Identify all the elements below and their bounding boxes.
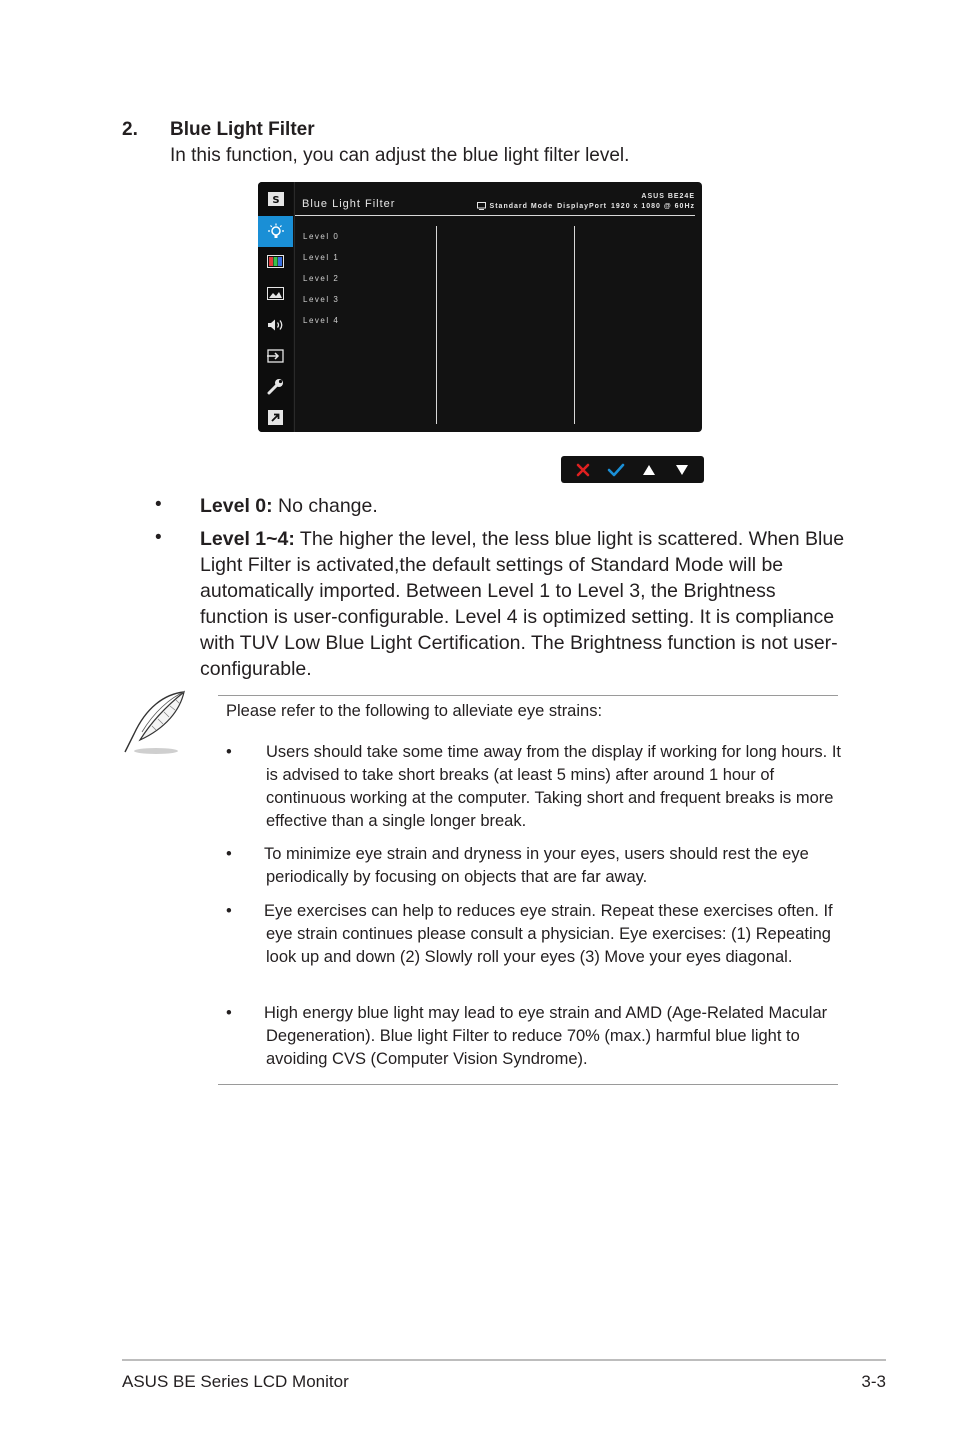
bullet-body: The higher the level, the less blue light is scattered. When Blue Light Filter is activated,the default settings of Standard Mode will be automatically imported. Between Level 1 to Level 3, the Brightness function is user-configurable. Level 4 is optimized setting. It is compliance with TUV Low Blue Light Certification. The Brightness function is not user-configurable. — [200, 528, 845, 680]
svg-text:S: S — [271, 194, 280, 206]
up-arrow-icon — [643, 465, 655, 475]
section-number: 2. — [122, 119, 138, 140]
monitor-icon — [477, 202, 486, 210]
close-button[interactable] — [571, 458, 595, 482]
close-icon — [576, 463, 590, 477]
note-item-text: Users should take some time away from the display if working for long hours. It is advised to take short breaks (at least 5 mins) after around 1 hour of continuous working at the computer. Taking short and frequent breaks is more effective than a single longer break. — [266, 743, 841, 830]
osd-title: Blue Light Filter — [302, 198, 396, 210]
osd-status-resolution: 1920 x 1080 @ 60Hz — [611, 202, 695, 210]
bullet-level-1-4 — [200, 526, 845, 682]
osd-nav-keys — [561, 456, 704, 483]
bullet-marker: • — [155, 494, 162, 515]
down-arrow-icon — [676, 465, 688, 475]
osd-sidebar — [258, 182, 293, 432]
confirm-button[interactable] — [604, 458, 628, 482]
note-bullet: • — [226, 743, 232, 761]
bullet-marker: • — [155, 527, 162, 548]
input-select-icon[interactable] — [258, 340, 293, 371]
sound-icon[interactable] — [258, 309, 293, 340]
osd-level-list — [303, 226, 339, 331]
splendid-icon[interactable] — [258, 183, 293, 214]
osd-item-level-0[interactable]: Level 0 — [303, 232, 340, 241]
note-item-text: High energy blue light may lead to eye strain and AMD (Age-Related Macular Degeneration). Blue light Filter to reduce 70% (max.) harmful blue light to avoiding CVS (Computer Vision Syndrome). — [264, 1004, 828, 1068]
note-bottom-rule — [218, 1084, 838, 1085]
shortcut-icon[interactable] — [258, 402, 293, 432]
note-intro: Please refer to the following to alleviate eye strains: — [226, 702, 603, 720]
osd-model-name: ASUS BE24E — [641, 193, 695, 200]
osd-menu-screenshot — [258, 182, 702, 432]
note-bullet: • — [226, 1004, 232, 1022]
osd-item-level-1[interactable]: Level 1 — [303, 253, 340, 262]
osd-status-input: DisplayPort — [557, 202, 608, 210]
note-bullet: • — [226, 902, 232, 920]
check-icon — [607, 463, 625, 477]
up-button[interactable] — [637, 458, 661, 482]
note-item-text: Eye exercises can help to reduces eye strain. Repeat these exercises often. If eye strain continues please consult a physician. Eye exercises: (1) Repeating look up and down (2) Slowly roll your eyes (3) Move your eyes diagonal. — [264, 902, 833, 966]
note-top-rule — [218, 695, 838, 696]
footer-rule — [122, 1359, 886, 1361]
section-title: Blue Light Filter — [170, 119, 315, 140]
note-bullet: • — [226, 845, 232, 863]
note-item-text: To minimize eye strain and dryness in your eyes, users should rest the eye periodically by focusing on objects that are far away. — [264, 845, 809, 886]
color-icon[interactable] — [258, 246, 293, 277]
image-icon[interactable] — [258, 278, 293, 309]
bullet-label: Level 0: — [200, 495, 273, 517]
osd-status-bar — [477, 202, 695, 210]
bullet-level-0 — [200, 493, 845, 519]
osd-header — [295, 182, 702, 215]
bullet-label: Level 1~4: — [200, 528, 295, 550]
down-button[interactable] — [670, 458, 694, 482]
section-intro: In this function, you can adjust the blue light filter level. — [170, 145, 630, 166]
osd-item-level-3[interactable]: Level 3 — [303, 295, 340, 304]
osd-item-level-4[interactable]: Level 4 — [303, 316, 340, 325]
footer-product-name: ASUS BE Series LCD Monitor — [122, 1372, 349, 1391]
osd-status-mode: Standard Mode — [489, 202, 554, 210]
blue-light-filter-icon[interactable] — [258, 216, 293, 247]
system-setup-icon[interactable] — [258, 371, 293, 402]
bullet-body: No change. — [272, 495, 378, 517]
page-number: 3-3 — [861, 1372, 886, 1391]
osd-item-level-2[interactable]: Level 2 — [303, 274, 340, 283]
feather-note-icon — [120, 688, 190, 763]
